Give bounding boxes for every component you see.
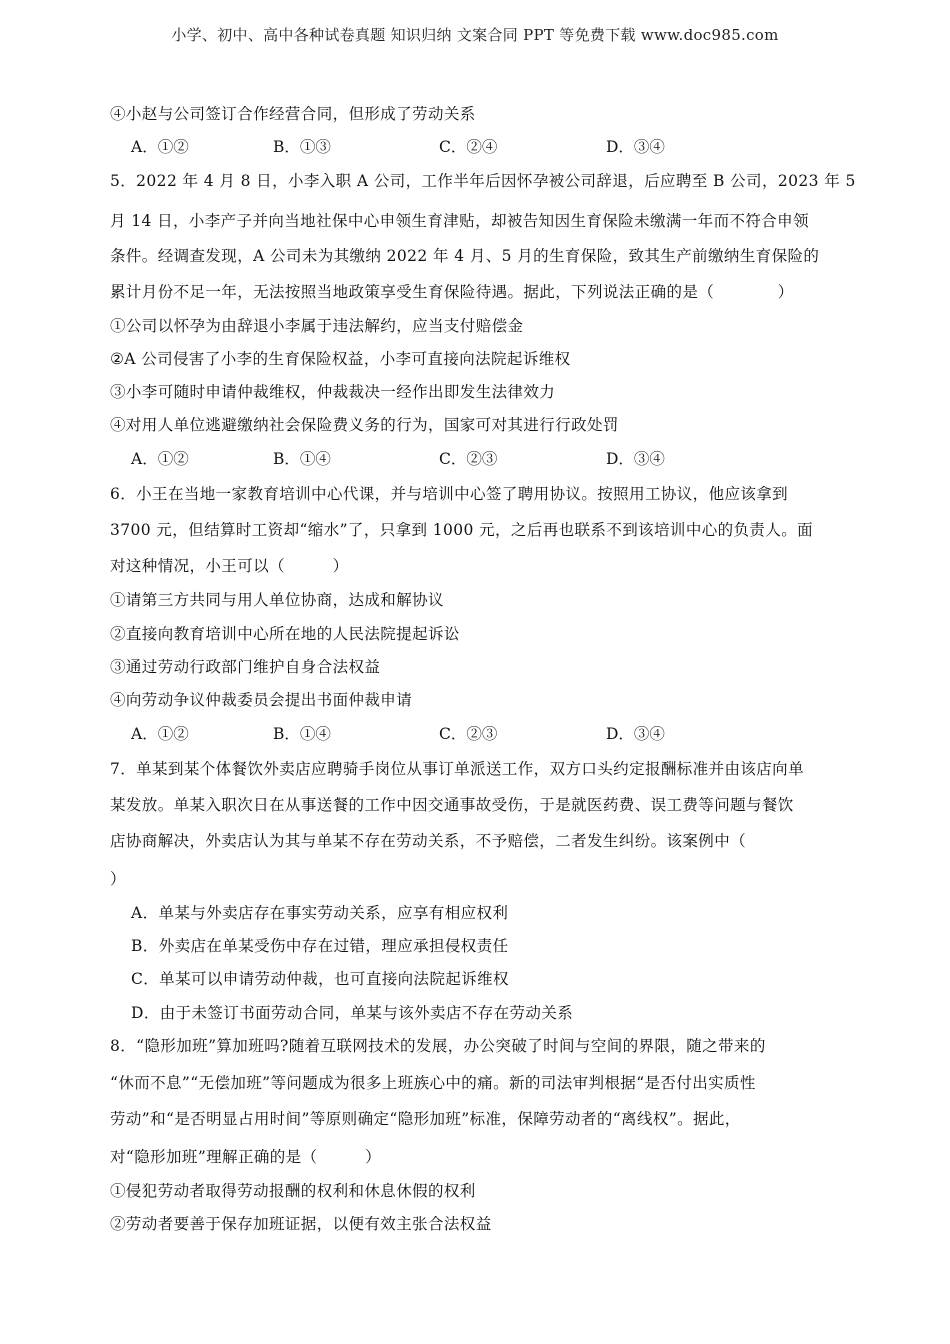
q5-stem-line-4: 累计月份不足一年，无法按照当地政策享受生育保险待遇。据此，下列说法正确的是（ ） [110,283,794,301]
q6-option-d: D．③④ [606,725,665,743]
q6-item-1: ①请第三方共同与用人单位协商，达成和解协议 [110,591,444,609]
q8-stem-line-1: 8．“隐形加班”算加班吗?随着互联网技术的发展，办公突破了时间与空间的界限，随之带来的 [110,1037,766,1055]
q7-stem-line-4: ） [110,870,126,888]
q6-option-a: A．①② [131,725,189,743]
q6-item-4: ④向劳动争议仲裁委员会提出书面仲裁申请 [110,691,413,709]
q5-item-1: ①公司以怀孕为由辞退小李属于违法解约，应当支付赔偿金 [110,317,524,335]
q7-stem-line-1: 7．单某到某个体餐饮外卖店应聘骑手岗位从事订单派送工作，双方口头约定报酬标准并由该店向单 [110,760,804,778]
q6-stem-line-3: 对这种情况，小王可以（ ） [110,557,349,575]
q5-item-2: ②A 公司侵害了小李的生育保险权益，小李可直接向法院起诉维权 [110,350,571,368]
q6-stem-line-1: 6．小王在当地一家教育培训中心代课，并与培训中心签了聘用协议。按照用工协议，他应该拿到 [110,485,789,503]
q7-choice-a: A．单某与外卖店存在事实劳动关系，应享有相应权利 [131,904,509,922]
q8-stem-line-3: 劳动”和“是否明显占用时间”等原则确定“隐形加班”标准，保障劳动者的“离线权”。据此， [110,1110,741,1128]
q5-item-4: ④对用人单位逃避缴纳社会保险费义务的行为，国家可对其进行行政处罚 [110,416,619,434]
q5-option-a: A．①② [131,450,189,468]
q7-choice-c: C．单某可以申请劳动仲裁，也可直接向法院起诉维权 [131,970,509,988]
q5-stem-line-1: 5．2022 年 4 月 8 日，小李入职 A 公司，工作半年后因怀孕被公司辞退，后应聘至 B 公司，2023 年 5 [110,172,856,190]
q6-option-c: C．②③ [439,725,498,743]
q8-stem-line-2: “休而不息”“无偿加班”等问题成为很多上班族心中的痛。新的司法审判根据“是否付出实质性 [110,1074,756,1092]
q5-item-3: ③小李可随时申请仲裁维权，仲裁裁决一经作出即发生法律效力 [110,383,556,401]
q7-stem-line-2: 某发放。单某入职次日在从事送餐的工作中因交通事故受伤，于是就医药费、误工费等问题与餐饮 [110,796,794,814]
q6-item-3: ③通过劳动行政部门维护自身合法权益 [110,658,381,676]
q8-item-2: ②劳动者要善于保存加班证据，以便有效主张合法权益 [110,1215,492,1233]
q6-stem-line-2: 3700 元，但结算时工资却“缩水”了，只拿到 1000 元，之后再也联系不到该培训中心的负责人。面 [110,521,814,539]
q8-item-1: ①侵犯劳动者取得劳动报酬的权利和休息休假的权利 [110,1182,476,1200]
q7-choice-b: B．外卖店在单某受伤中存在过错，理应承担侵权责任 [131,937,509,955]
q7-stem-line-3: 店协商解决，外卖店认为其与单某不存在劳动关系，不予赔偿，二者发生纠纷。该案例中（ [110,832,747,850]
q4-option-c: C．②④ [439,138,498,156]
page-header: 小学、初中、高中各种试卷真题 知识归纳 文案合同 PPT 等免费下载 www.doc985.com [171,26,779,44]
q6-option-b: B．①④ [273,725,331,743]
q5-option-b: B．①④ [273,450,331,468]
q4-option-b: B．①③ [273,138,331,156]
q7-choice-d: D．由于未签订书面劳动合同，单某与该外卖店不存在劳动关系 [131,1004,574,1022]
q5-stem-line-2: 月 14 日，小李产子并向当地社保中心申领生育津贴，却被告知因生育保险未缴满一年而不符合申领 [110,212,809,230]
q5-stem-line-3: 条件。经调查发现，A 公司未为其缴纳 2022 年 4 月、5 月的生育保险，致其生产前缴纳生育保险的 [110,247,820,265]
q4-item-4: ④小赵与公司签订合作经营合同，但形成了劳动关系 [110,105,476,123]
q5-option-c: C．②③ [439,450,498,468]
q4-option-a: A．①② [131,138,189,156]
q6-item-2: ②直接向教育培训中心所在地的人民法院提起诉讼 [110,625,460,643]
q4-option-d: D．③④ [606,138,665,156]
q5-option-d: D．③④ [606,450,665,468]
q8-stem-line-4: 对“隐形加班”理解正确的是（ ） [110,1148,382,1166]
